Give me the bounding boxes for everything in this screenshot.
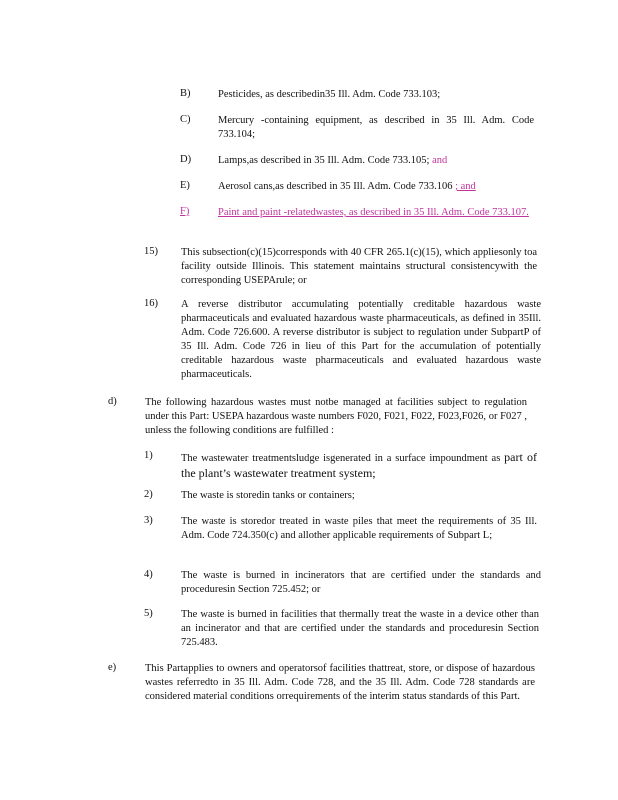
- condition-label: 1): [144, 450, 153, 461]
- subsection-label: 16): [144, 298, 158, 309]
- paragraph-label: e): [108, 662, 117, 673]
- condition-text: [181, 450, 537, 482]
- condition-label: 4): [144, 569, 153, 580]
- subsection-text: This subsection(c)(15)corresponds with 40 CFR 265.1(c)(15), which appliesonly toa facility outside Illinois. This statement maintains structural consistencywith the corresponding USEPArule; or: [181, 247, 537, 286]
- item-text-main: Aerosol cans,as described in 35 Ill. Adm. Code 733.106: [218, 181, 453, 192]
- condition-text: The waste is storedin tanks or containers;: [181, 490, 355, 501]
- item-label: B): [180, 88, 191, 99]
- item-text: Mercury -containing equipment, as described in 35 Ill. Adm. Code 733.104;: [218, 115, 534, 140]
- condition-text: The waste is burned in facilities that thermally treat the waste in a device other than an incinerator and that are certified under the standards and proceduresin Section 725.483.: [181, 609, 539, 648]
- item-text: [218, 180, 538, 194]
- subsection-text: A reverse distributor accumulating potentially creditable hazardous waste pharmaceuticals and evaluated hazardous waste pharmaceuticals, as defined in 35Ill. Adm. Code 726.600. A reverse distributor is subject to regulation under SubpartP of 35 Ill. Adm. Code 726 in lieu of this Part for the accumulation of potentially creditable hazardous waste pharmaceuticals and evaluated hazardous waste pharmaceuticals.: [181, 299, 541, 380]
- item-text: Paint and paint -relatedwastes, as described in 35 Ill. Adm. Code 733.107.: [218, 207, 529, 218]
- item-label: F): [180, 206, 190, 217]
- item-label: E): [180, 180, 190, 191]
- condition-text: The waste is burned in incinerators that are certified under the standards and proceduresin Section 725.452; or: [181, 570, 541, 595]
- item-text: Pesticides, as describedin35 Ill. Adm. Code 733.103;: [218, 89, 441, 100]
- item-label: C): [180, 114, 191, 125]
- condition-label: 5): [144, 608, 153, 619]
- inserted-text: and: [432, 155, 448, 166]
- item-text: [218, 154, 538, 168]
- condition-text-main: The wastewater treatmentsludge isgenerated in a surface impoundment as: [181, 453, 501, 464]
- inserted-text: ; and: [455, 181, 476, 192]
- paragraph-text: The following hazardous wastes must notbe managed at facilities subject to regulation under this Part: USEPA hazardous waste numbers F020, F021, F022, F023,F026, or F027 , unless the following conditions are fulfilled :: [145, 397, 527, 436]
- condition-text: The waste is storedor treated in waste piles that meet the requirements of 35 Ill. Adm. Code 724.350(c) and allother applicable requirements of Subpart L;: [181, 516, 537, 541]
- condition-label: 3): [144, 515, 153, 526]
- item-text-main: Lamps,as described in 35 Ill. Adm. Code 733.105;: [218, 155, 430, 166]
- item-label: D): [180, 154, 192, 165]
- paragraph-text: This Partapplies to owners and operatorsof facilities thattreat, store, or dispose of hazardous wastes referredto in 35 Ill. Adm. Code 728, and the 35 Ill. Adm. Code 728 standards are considered material conditions orrequirements of the interim status standards of this Part.: [145, 663, 535, 702]
- condition-text-continued: part of the plant’s wastewater treatment system;: [181, 450, 538, 480]
- paragraph-label: d): [108, 396, 117, 407]
- subsection-label: 15): [144, 246, 158, 257]
- condition-label: 2): [144, 489, 153, 500]
